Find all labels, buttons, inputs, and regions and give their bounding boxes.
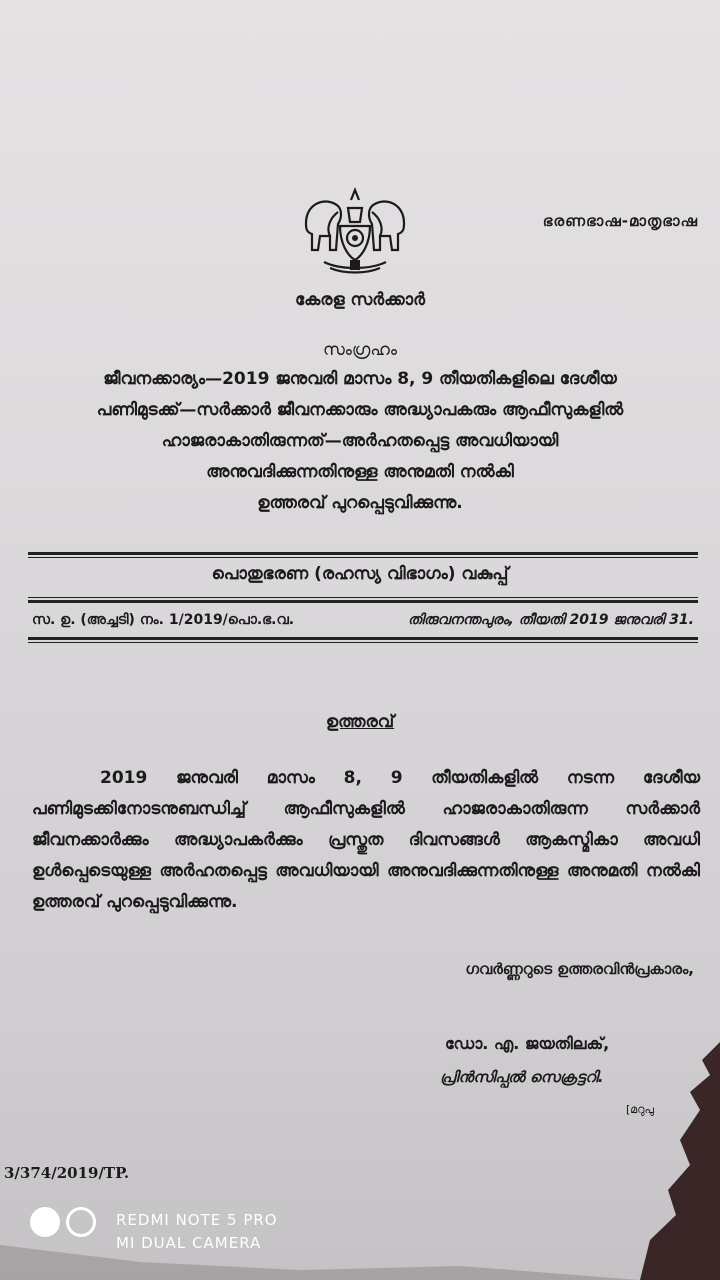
watermark-line: MI DUAL CAMERA <box>116 1234 262 1252</box>
government-name: കേരള സർക്കാർ <box>294 290 426 310</box>
official-language-tag: ഭരണഭാഷ-മാതൃഭാഷ <box>542 212 698 230</box>
watermark-ring-icon <box>66 1207 96 1237</box>
watermark-dot-icon <box>30 1207 60 1237</box>
department-name: പൊതുഭരണ (രഹസ്യ വിഭാഗം) വകുപ്പ് <box>211 564 509 584</box>
signatory-designation: പ്രിൻസിപ്പൽ സെക്രട്ടറി. <box>440 1068 604 1086</box>
camera-watermark <box>30 1207 278 1252</box>
document-reference: 3/374/2019/TP. <box>4 1164 130 1182</box>
subject-line: ഹാജരാകാതിരുന്നത്—അർഹതപ്പെട്ട അവധിയായി <box>161 431 559 451</box>
watermark-line: REDMI NOTE 5 PRO <box>116 1211 278 1229</box>
subject-line: ഉത്തരവ് പുറപ്പെടുവിക്കുന്നു. <box>257 493 463 513</box>
subject-line: അനുവദിക്കുന്നതിനുള്ള അനുമതി നൽകി <box>206 462 514 482</box>
by-order-of-governor: ഗവർണ്ണറുടെ ഉത്തരവിൻപ്രകാരം, <box>465 960 694 978</box>
order-heading: ഉത്തരവ് <box>325 712 395 732</box>
subject-line: ജീവനക്കാര്യം—2019 ജനുവരി മാസം 8, 9 തീയതികളിലെ ദേശീയ <box>103 369 617 389</box>
subject-line: പണിമുടക്ക്—സർക്കാർ ജീവനക്കാരും അദ്ധ്യാപകരും ആഫീസുകളിൽ <box>96 400 624 420</box>
order-place-date: തിരുവനന്തപുരം, തീയതി 2019 ജനുവരി 31. <box>408 612 694 628</box>
order-body: 2019 ജനുവരി മാസം 8, 9 തീയതികളിൽ നടന്ന ദേശീയ പണിമുടക്കിനോടനുബന്ധിച്ച് ആഫീസുകളിൽ ഹാജരാകാതിരുന്ന സർക്കാർ ജീവനക്കാർക്കും അദ്ധ്യാപകർക്കും പ്രസ്തുത ദിവസങ്ങൾ ആകസ്മികാ അവധി ഉൾപ്പെടെയുള്ള അർഹതപ്പെട്ട അവധിയായി അനുവദിക്കുന്നതിനുള്ള അനുമതി നൽകി ഉത്തരവ് പുറപ്പെടുവിക്കുന്നു. <box>32 768 700 912</box>
overleaf-mark: [മറുപു <box>626 1103 654 1116</box>
order-number: സ. ഉ. (അച്ചടി) നം. 1/2019/പൊ.ഭ.വ. <box>32 612 295 628</box>
signatory-name: ഡോ. എ. ജയതിലക്, <box>445 1034 610 1053</box>
abstract-label: സംഗ്രഹം <box>323 340 397 360</box>
